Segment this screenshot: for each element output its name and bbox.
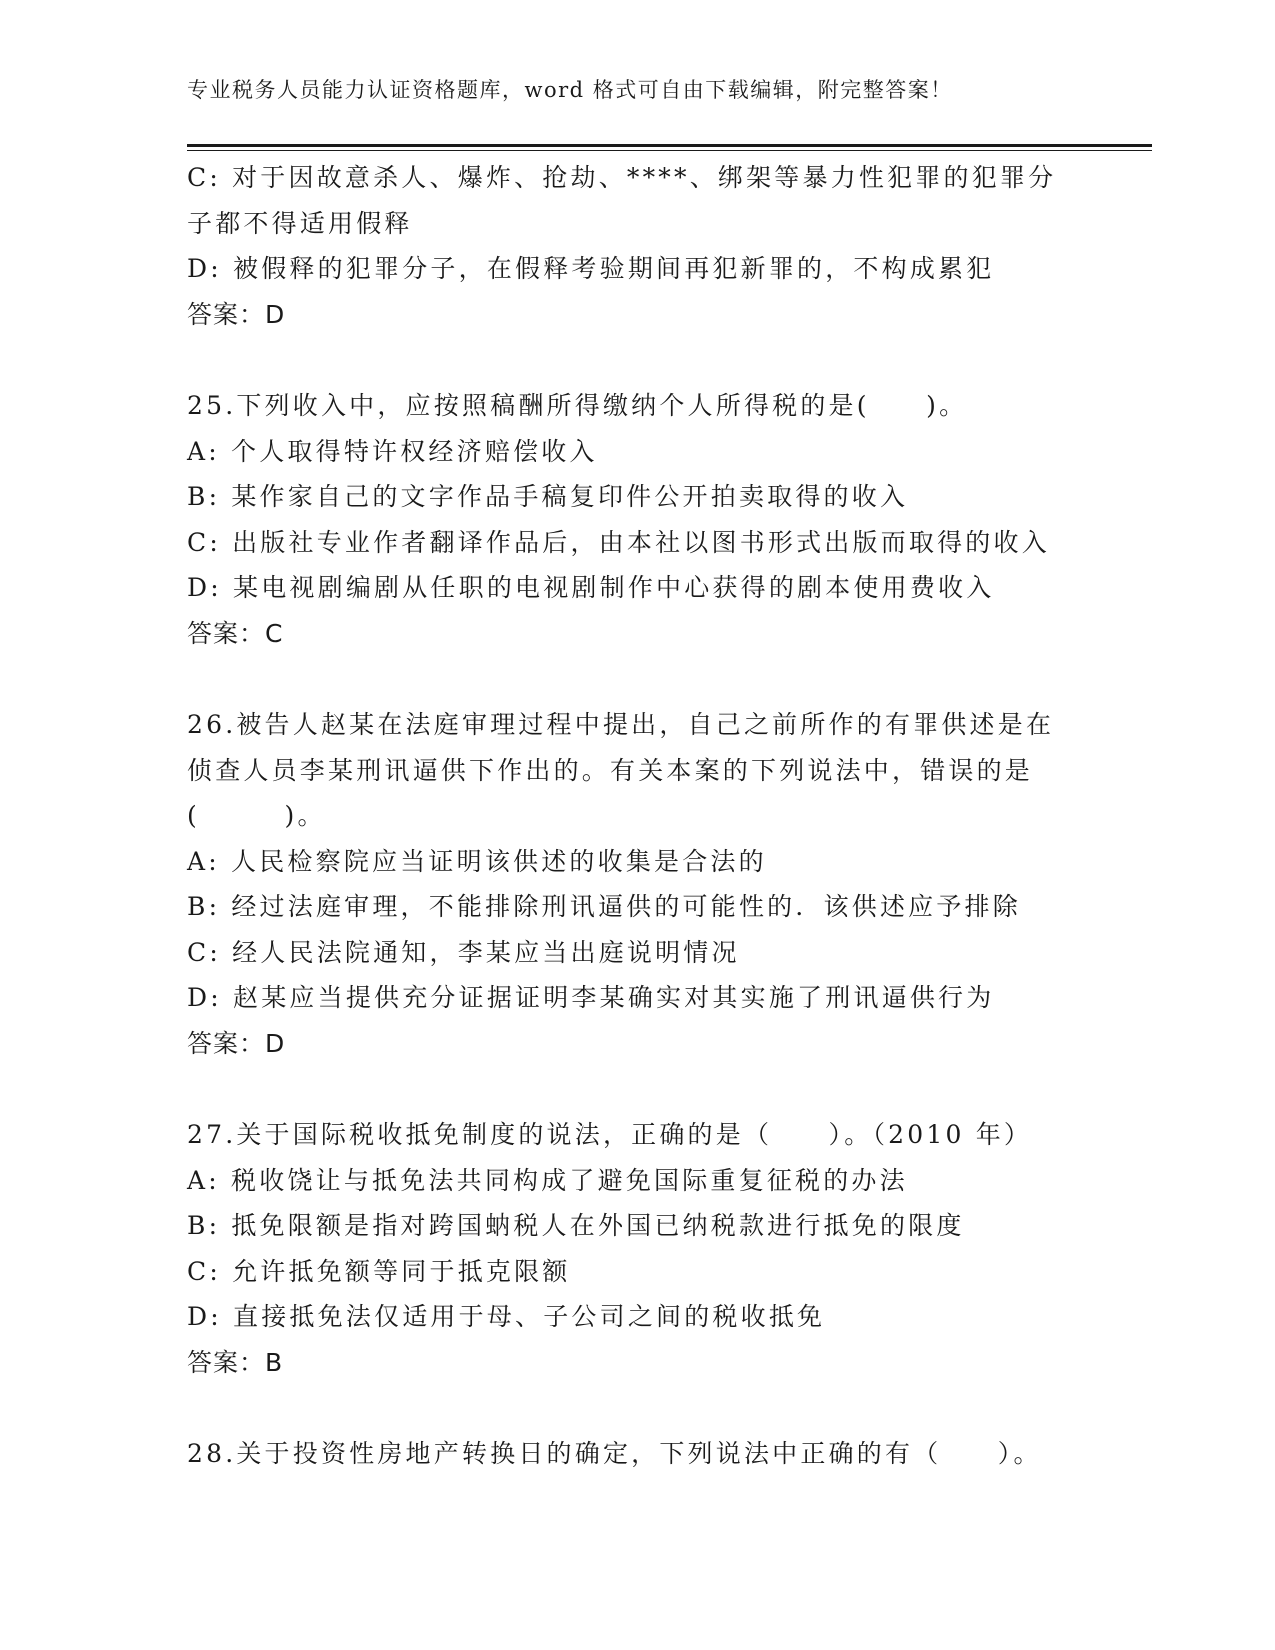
question-stem: ( )。 [187,801,326,830]
option-a: A: 税收饶让与抵免法共同构成了避免国际重复征税的办法 [187,1165,908,1195]
question-28 [187,1431,1087,1477]
option-d: D: 某电视剧编剧从任职的电视剧制作中心获得的剧本使用费收入 [187,573,995,602]
option-c: C: 经人民法院通知，李某应当出庭说明情况 [187,937,740,967]
option-d: D: 直接抵免法仅适用于母、子公司之间的税收抵免 [187,1302,826,1331]
question-stem: 25.下列收入中，应按照稿酬所得缴纳个人所得税的是( )。 [187,391,968,420]
question-25 [187,383,1087,656]
question-stem: 27.关于国际税收抵免制度的说法，正确的是（ ）。（2010 年） [187,1120,1033,1149]
option-c: C: 出版社专业作者翻译作品后，由本社以图书形式出版而取得的收入 [187,527,1050,557]
question-26 [187,702,1087,1066]
option-b: B: 某作家自己的文字作品手稿复印件公开拍卖取得的收入 [187,482,909,511]
question-line: 子都不得适用假释 [187,208,413,238]
answer-line: 答案：C [187,618,284,648]
header-rule-thick [187,144,1152,147]
document-body [187,155,1087,1477]
question-stem: 侦查人员李某刑讯逼供下作出的。有关本案的下列说法中，错误的是 [187,755,1034,785]
option-c: C: 允许抵免额等同于抵克限额 [187,1256,571,1286]
option-b: B: 抵免限额是指对跨国蚋税人在外国已纳税款进行抵免的限度 [187,1211,965,1240]
option-d: D: 赵某应当提供充分证据证明李某确实对其实施了刑讯逼供行为 [187,983,995,1012]
answer-line: 答案：D [187,1028,286,1058]
option-a: A: 人民检察院应当证明该供述的收集是合法的 [187,846,767,876]
question-stem: 26.被告人赵某在法庭审理过程中提出，自己之前所作的有罪供述是在 [187,710,1055,739]
page-header: 专业税务人员能力认证资格题库，word 格式可自由下载编辑，附完整答案！ [187,78,953,102]
answer-line: 答案：D [187,299,286,329]
question-line: C: 对于因故意杀人、爆炸、抢劫、****、绑架等暴力性犯罪的犯罪分 [187,163,1057,192]
question-continuation [187,155,1087,337]
question-line: D: 被假释的犯罪分子，在假释考验期间再犯新罪的，不构成累犯 [187,254,995,283]
option-a: A: 个人取得特许权经济赔偿收入 [187,436,598,466]
question-27 [187,1112,1087,1385]
answer-line: 答案：B [187,1347,284,1377]
question-stem: 28.关于投资性房地产转换日的确定，下列说法中正确的有（ ）。 [187,1439,1042,1468]
header-rule-thin [187,150,1152,151]
option-b: B: 经过法庭审理，不能排除刑讯逼供的可能性的．该供述应予排除 [187,892,1021,921]
